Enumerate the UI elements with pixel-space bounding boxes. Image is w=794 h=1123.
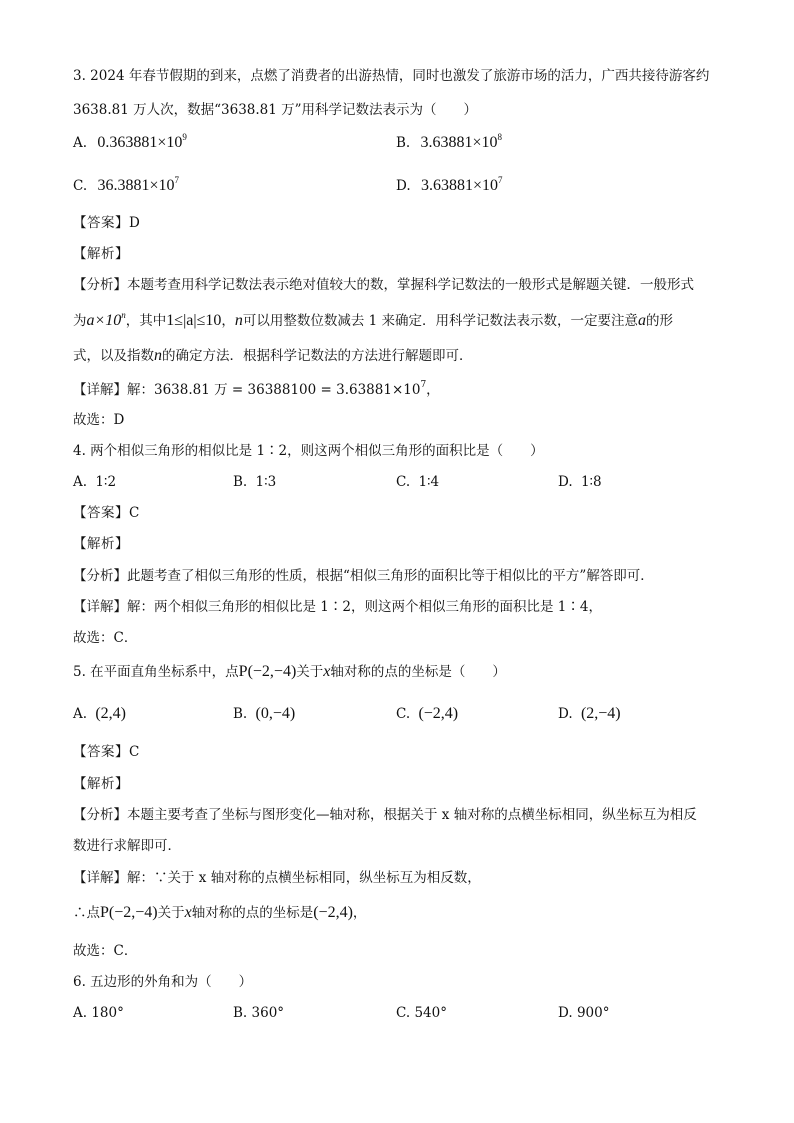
q3-analysis-line3: 式，以及指数n的确定方法．根据科学记数法的方法进行解题即可． — [73, 347, 473, 364]
q4-option-a: A. 1∶2 — [73, 474, 117, 490]
q5-stem: 5. 在平面直角坐标系中，点P(−2,−4)关于x轴对称的点的坐标是（ ） — [73, 663, 506, 680]
q4-option-d: D. 1∶8 — [558, 474, 602, 490]
q4-jiexi-label: 【解析】 — [73, 536, 129, 552]
q6-option-b: B. 360° — [233, 1005, 285, 1021]
q3-analysis-line1: 【分析】本题考查用科学记数法表示绝对值较大的数，掌握科学记数法的一般形式是解题关键．一般形式 — [73, 277, 694, 293]
q6-option-d: D. 900° — [558, 1005, 610, 1021]
q4-stem: 4. 两个相似三角形的相似比是 1∶2，则这两个相似三角形的面积比是（ ） — [73, 443, 544, 459]
q4-analysis: 【分析】此题考查了相似三角形的性质，根据“相似三角形的面积比等于相似比的平方”解答即可． — [73, 568, 654, 584]
q3-stem-line2: 3638.81 万人次，数据“3638.81 万”用科学记数法表示为（ ） — [73, 102, 478, 118]
q4-option-c: C. 1∶4 — [396, 474, 440, 490]
point-p: P(−2,−4) — [238, 663, 297, 680]
q6-option-c: C. 540° — [396, 1005, 447, 1021]
q3-detail: 【详解】解：3638.81 万 = $36388100 = 3.63881\times 10^7$， — [73, 380, 440, 398]
formula: $a\times 10^n$ — [86, 310, 126, 329]
q4-choose: 故选：C． — [73, 630, 138, 646]
q3-analysis-line2: 为$a\times 10^n$，其中1≤|a|≤10，n可以用整数位数减去 1 来确定．用科学记数法表示数，一定要注意a的形 — [73, 310, 674, 329]
q5-option-b: B. (0,−4) — [233, 705, 296, 722]
option-value: $0.363881\times 10^9$ — [97, 132, 187, 151]
q5-option-a: A. (2,4) — [73, 705, 126, 722]
q3-choose: 故选：D — [73, 412, 125, 428]
q4-option-b: B. 1∶3 — [233, 474, 277, 490]
q3-stem-line1: 3. 2024 年春节假期的到来，点燃了消费者的出游热情，同时也激发了旅游市场的活力，广西共接待游客约 — [73, 68, 710, 84]
option-label: D. — [396, 178, 411, 194]
q5-option-d: D. (2,−4) — [558, 705, 621, 722]
q5-jiexi-label: 【解析】 — [73, 776, 129, 792]
q5-answer: 【答案】C — [73, 744, 140, 760]
q5-analysis-line1: 【分析】本题主要考查了坐标与图形变化—轴对称，根据关于 x 轴对称的点横坐标相同，纵坐标互为相反 — [73, 807, 697, 823]
q6-stem: 6. 五边形的外角和为（ ） — [73, 974, 253, 990]
option-value: $3.63881\times 10^7$ — [420, 175, 503, 194]
q6-option-a: A. 180° — [73, 1005, 124, 1021]
q3-answer: 【答案】D — [73, 215, 141, 231]
q5-option-c: C. (−2,4) — [396, 705, 459, 722]
option-label: C. — [73, 178, 88, 194]
option-label: A. — [73, 135, 88, 151]
q4-detail: 【详解】解：两个相似三角形的相似比是 1∶2，则这两个相似三角形的面积比是 1∶4， — [73, 599, 602, 615]
option-value: $36.3881\times 10^7$ — [97, 175, 179, 194]
q3-option-b — [396, 133, 502, 153]
q3-option-a — [73, 133, 187, 153]
q5-analysis-line2: 数进行求解即可． — [73, 838, 181, 854]
q3-jiexi-label: 【解析】 — [73, 246, 129, 262]
q5-detail-line2: ∴点P(−2,−4)关于x轴对称的点的坐标是(−2,4)， — [73, 904, 367, 921]
q5-choose: 故选：C． — [73, 943, 138, 959]
q5-detail-line1: 【详解】解：∵关于 x 轴对称的点横坐标相同，纵坐标互为相反数， — [73, 870, 481, 886]
option-label: B. — [396, 135, 411, 151]
q4-answer: 【答案】C — [73, 505, 140, 521]
q3-option-d — [396, 176, 502, 196]
range-expression: 1≤|a|≤10 — [166, 312, 222, 329]
q3-option-c — [73, 176, 179, 196]
option-value: $3.63881\times 10^8$ — [420, 132, 503, 151]
